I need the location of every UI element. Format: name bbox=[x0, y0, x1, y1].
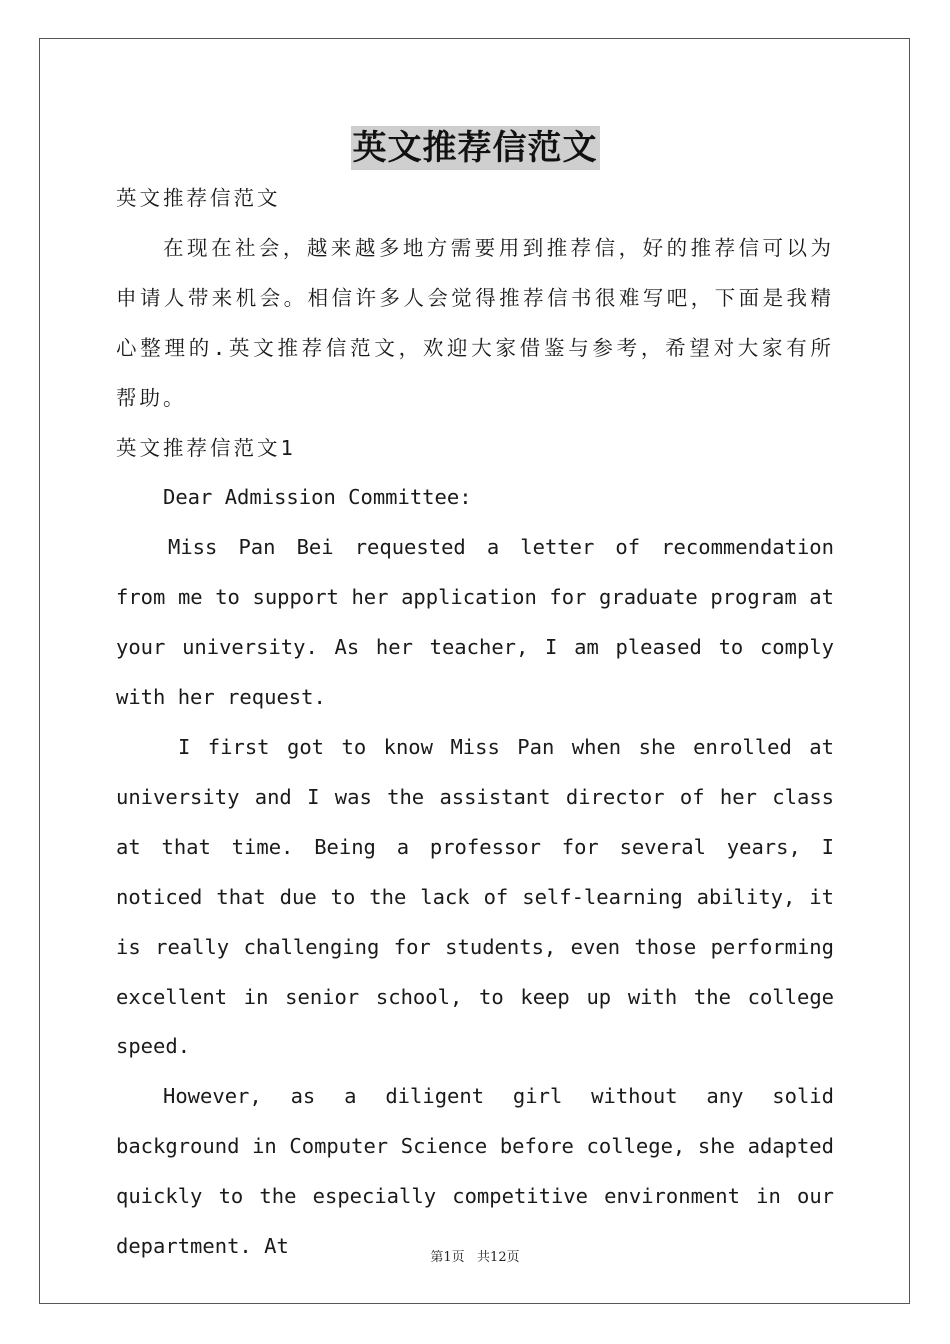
section-heading: 英文推荐信范文1 bbox=[116, 435, 296, 460]
body-paragraph: I first got to know Miss Pan when she enrolled at university and I was the assistant director of her class at that time. Being a professor for several years, I noticed that due to the lack of self-learning ability, it is really challenging for students, even those performing excellent in senior school, to keep up with the college speed. bbox=[116, 734, 834, 1059]
body-paragraph: However, as a diligent girl without any solid background in Computer Science before college, she adapted quickly to the especially competitive environment in our department. At bbox=[116, 1084, 834, 1259]
salutation: Dear Admission Committee: bbox=[163, 485, 472, 510]
body-paragraph: Miss Pan Bei requested a letter of recommendation from me to support her application for graduate program at your university. As her teacher, I am pleased to comply with her request. bbox=[116, 535, 834, 710]
document-body bbox=[116, 174, 834, 1272]
title-container bbox=[0, 126, 950, 170]
intro-paragraph: 在现在社会，越来越多地方需要用到推荐信，好的推荐信可以为申请人带来机会。相信许多人会觉得推荐信书很难写吧，下面是我精心整理的.英文推荐信范文，欢迎大家借鉴与参考，希望对大家有所帮助。 bbox=[116, 235, 834, 410]
document-title: 英文推荐信范文 bbox=[352, 128, 598, 168]
document-subtitle: 英文推荐信范文 bbox=[116, 186, 281, 210]
page-number: 第1页 共12页 bbox=[430, 1250, 520, 1265]
